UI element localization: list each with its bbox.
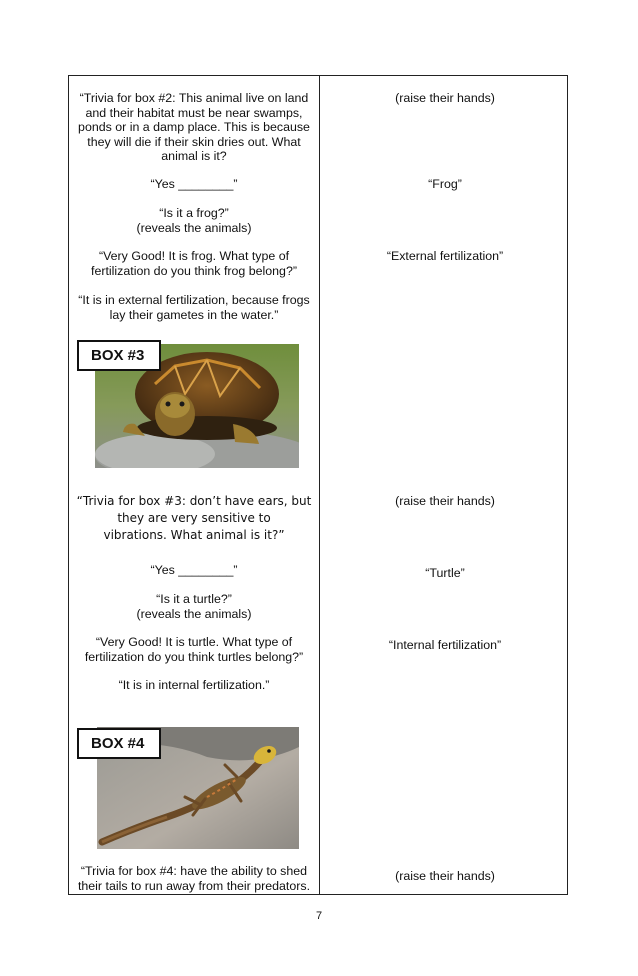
box2-student-response: (raise their hands) xyxy=(395,91,495,105)
box4-label: BOX #4 xyxy=(77,728,161,759)
box3-fertilization-answer: “Internal fertilization” xyxy=(388,638,502,652)
box3-is-it-question: “Is it a turtle?” (reveals the animals) xyxy=(136,592,252,621)
box3-yes-prompt: “Yes ________” xyxy=(150,563,238,577)
box3-trivia-text: “Trivia for box #3: don’t have ears, but they are very sensitive to vibrations. What animal is it?” xyxy=(76,494,312,542)
box2-yes-prompt: “Yes ________” xyxy=(150,177,238,191)
box3-label: BOX #3 xyxy=(77,340,161,371)
box2-fertilization-answer: “External fertilization” xyxy=(386,249,504,263)
page-number: 7 xyxy=(315,910,323,922)
box2-very-good-text: “Very Good! It is frog. What type of fertilization do you think frog belong?” xyxy=(91,249,297,278)
box3-very-good-text: “Very Good! It is turtle. What type of fertilization do you think turtles belong?” xyxy=(84,635,304,664)
box3-student-response: (raise their hands) xyxy=(395,494,495,508)
box4-student-response: (raise their hands) xyxy=(395,869,495,883)
box3-answer: “Turtle” xyxy=(425,566,465,580)
column-divider xyxy=(319,76,320,894)
box2-explanation: “It is in external fertilization, because frogs lay their gametes in the water.” xyxy=(78,293,310,322)
box2-trivia-text: “Trivia for box #2: This animal live on land and their habitat must be near swamps, ponds or in a damp place. This is because they will die if their skin dries out. What animal is it? xyxy=(78,91,310,164)
box2-is-it-question: “Is it a frog?” (reveals the animals) xyxy=(136,206,252,235)
box3-explanation: “It is in internal fertilization.” xyxy=(118,678,270,692)
lesson-table xyxy=(68,75,568,895)
box4-trivia-text: “Trivia for box #4: have the ability to shed their tails to run away from their predators. xyxy=(77,864,311,893)
box2-answer: “Frog” xyxy=(428,177,462,191)
